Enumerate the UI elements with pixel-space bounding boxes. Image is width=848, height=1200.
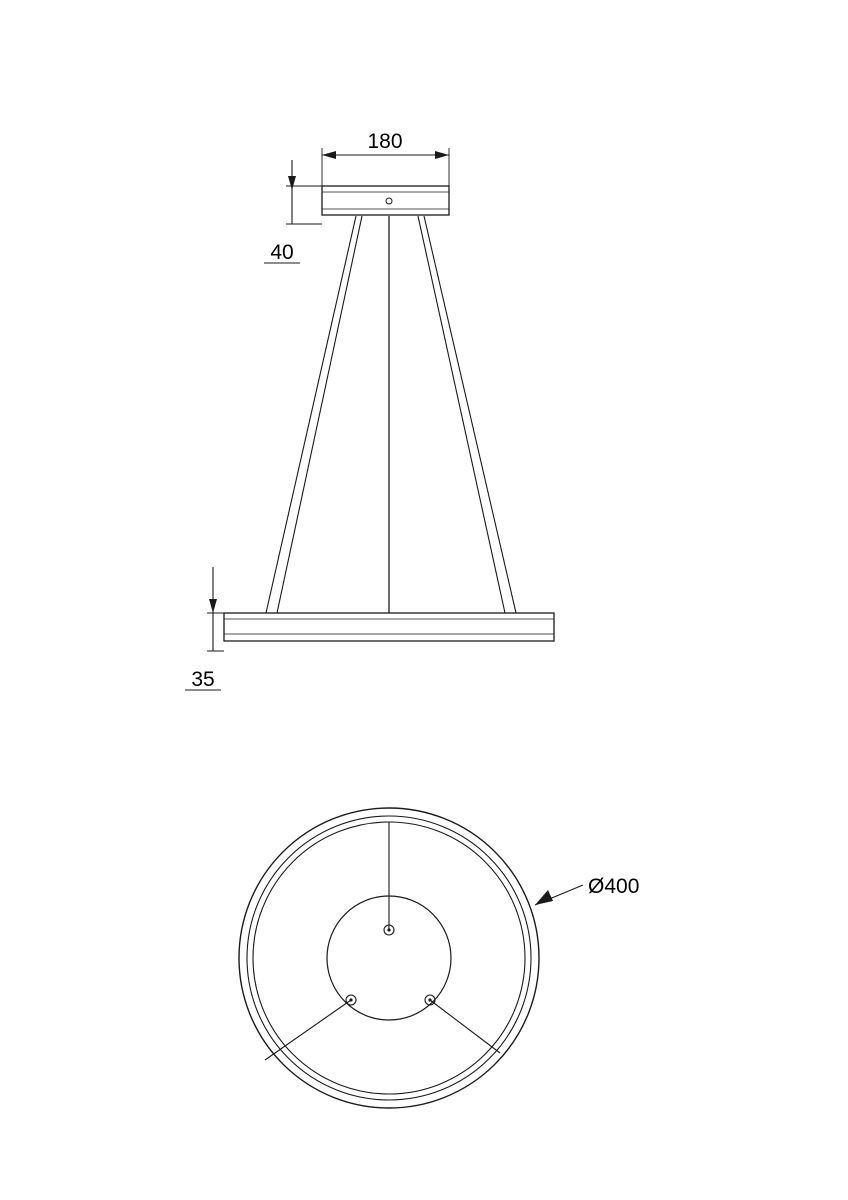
suspension-wires bbox=[266, 216, 516, 613]
ring-side-profile bbox=[224, 613, 554, 641]
canopy-body bbox=[322, 186, 449, 215]
plan-anchor-points bbox=[346, 925, 435, 1005]
plan-suspension-wires bbox=[265, 822, 500, 1060]
dimension-width-180 bbox=[322, 148, 449, 186]
dimension-label-ring-thickness: 35 bbox=[191, 668, 215, 691]
front-elevation-view bbox=[185, 148, 554, 690]
bottom-plan-view bbox=[239, 808, 583, 1108]
dimension-label-diameter: Ø400 bbox=[588, 875, 640, 898]
dimension-diameter-leader bbox=[535, 885, 583, 905]
dimension-label-canopy-height: 40 bbox=[270, 241, 294, 264]
dimension-label-width: 180 bbox=[367, 130, 403, 153]
